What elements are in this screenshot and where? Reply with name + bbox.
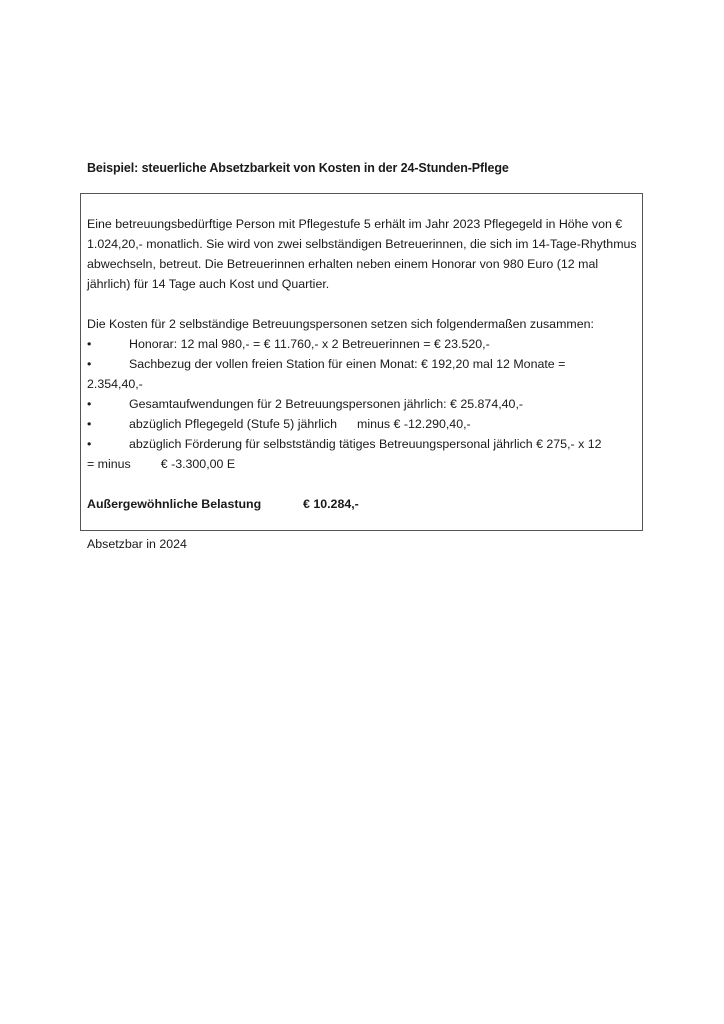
- bullet-continuation-sachbezug: 2.354,40,-: [87, 377, 143, 391]
- bullet-item-foerderung: [87, 434, 640, 474]
- bullet-text-pflegegeld: abzüglich Pflegegeld (Stufe 5) jährlich: [129, 417, 338, 431]
- paragraph-gap: [87, 514, 640, 534]
- box-content: [87, 214, 640, 554]
- example-box: [80, 193, 643, 551]
- bullet-icon: •: [87, 337, 92, 351]
- foerderung-prefix: = minus: [87, 457, 131, 471]
- paragraph-gap: [87, 474, 640, 494]
- bullet-icon: •: [87, 357, 92, 371]
- bullet-text-sachbezug: Sachbezug der vollen freien Station für einen Monat: € 192,20 mal 12 Monate =: [129, 357, 566, 371]
- total-label: Außergewöhnliche Belastung: [87, 497, 262, 511]
- bullet-item-pflegegeld: [87, 414, 640, 434]
- bullet-continuation-foerderung: [87, 454, 640, 474]
- bullet-icon: •: [87, 437, 92, 451]
- intro-paragraph: Eine betreuungsbedürftige Person mit Pflegestufe 5 erhält im Jahr 2023 Pflegegeld in Höhe von € 1.024,20,- monatlich. Sie wird von zwei selbständigen Betreuerinnen, die sich im 14-Tage-Rhythmus abwechseln, betreut. Die Betreuerinnen erhalten neben einem Honorar von 980 Euro (12 mal jährlich) für 14 Tage auch Kost und Quartier.: [87, 217, 637, 291]
- total-line: [87, 494, 640, 514]
- total-value: € 10.284,-: [303, 497, 359, 511]
- bullet-item-sachbezug: [87, 354, 640, 394]
- bullet-item-honorar: [87, 334, 640, 354]
- bullet-value-pflegegeld: minus € -12.290,40,-: [357, 417, 471, 431]
- bullet-item-gesamt: [87, 394, 640, 414]
- paragraph-gap: [87, 294, 640, 314]
- bullet-text-honorar: Honorar: 12 mal 980,- = € 11.760,- x 2 Betreuerinnen = € 23.520,-: [129, 337, 490, 351]
- costs-intro: Die Kosten für 2 selbständige Betreuungspersonen setzen sich folgendermaßen zusammen:: [87, 317, 594, 331]
- bullet-icon: •: [87, 417, 92, 431]
- bullet-line-sachbezug: [87, 354, 640, 374]
- page-heading: Beispiel: steuerliche Absetzbarkeit von Kosten in der 24-Stunden-Pflege: [87, 161, 509, 175]
- bullet-icon: •: [87, 397, 92, 411]
- foerderung-value: € -3.300,00 E: [160, 457, 236, 471]
- bullet-line-foerderung: [87, 434, 640, 454]
- footer-note: Absetzbar in 2024: [87, 537, 187, 551]
- bullet-text-gesamt: Gesamtaufwendungen für 2 Betreuungspersonen jährlich: € 25.874,40,-: [129, 397, 524, 411]
- bullet-text-foerderung: abzüglich Förderung für selbstständig tätiges Betreuungspersonal jährlich € 275,- x 12: [129, 437, 602, 451]
